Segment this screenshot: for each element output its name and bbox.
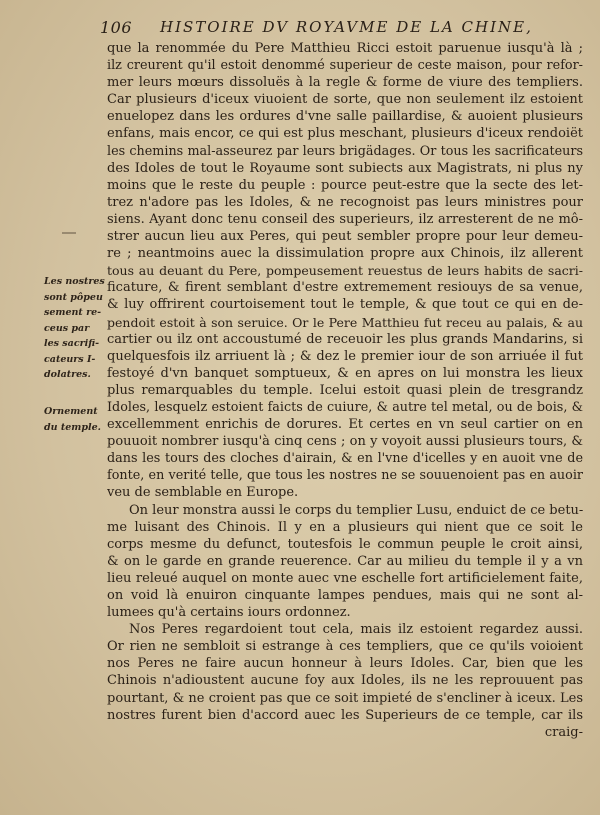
- margin-note-line: ceus par: [44, 322, 90, 334]
- text-line: & luy offrirent courtoisement tout le temple, & que tout ce qui en de-: [107, 297, 583, 313]
- text-line: & on le garde en grande reuerence. Car au milieu du temple il y a vn: [107, 553, 583, 569]
- text-line: pouuoit nombrer iusqu'à cinq cens ; on y voyoit aussi plusieurs tours, &: [107, 434, 583, 450]
- text-line: des Idoles de tout le Royaume sont subiects aux Magistrats, ni plus ny: [107, 160, 583, 176]
- margin-note-line: sont pôpeu: [44, 291, 103, 303]
- margin-note-line: du temple.: [44, 421, 101, 433]
- margin-note-line: les sacrifi-: [44, 338, 100, 349]
- text-line: Chinois n'adioustent aucune foy aux Idoles, ils ne les reprouuent pas: [107, 673, 583, 689]
- text-line: pourtant, & ne croient pas que ce soit impieté de s'encliner à iceux. Les: [107, 690, 583, 706]
- text-line: me luisant des Chinois. Il y en a plusieurs qui nient que ce soit le: [107, 519, 583, 535]
- page-header: [0, 18, 600, 40]
- text-line: les chemins mal-asseurez par leurs brigädages. Or tous les sacrificateurs: [107, 143, 583, 159]
- text-line: plus remarquables du temple. Icelui estoit quasi plein de tresgrandz: [107, 382, 583, 398]
- text-line: dans les tours des cloches d'airain, & en l'vne d'icelles y en auoit vne de: [107, 451, 583, 467]
- text-line: enfans, mais encor, ce qui est plus meschant, plusieurs d'iceux rendoiët: [107, 126, 583, 142]
- text-line: quelquesfois ilz arriuent là ; & dez le premier iour de son arriuée il fut: [107, 348, 583, 364]
- margin-note-line: Ornement: [44, 406, 98, 417]
- text-line: trez n'adore pas les Idoles, & ne recognoist pas leurs ministres pour: [107, 194, 583, 210]
- text-line: ilz creurent qu'il estoit denommé superieur de ceste maison, pour refor-: [107, 58, 583, 74]
- text-line: que la renommée du Pere Matthieu Ricci estoit paruenue iusqu'à là ;: [107, 41, 583, 56]
- text-line: nos Peres ne faire aucun honneur à leurs Idoles. Car, bien que les: [107, 656, 583, 672]
- text-line: excellemment enrichis de dorures. Et certes en vn seul cartier on en: [107, 417, 583, 433]
- text-line: re ; neantmoins auec la dissimulation propre aux Chinois, ilz allerent: [107, 246, 583, 262]
- body-text: [107, 40, 583, 741]
- text-line: Or rien ne sembloit si estrange à ces templiers, que ce qu'ils voioient: [107, 639, 583, 655]
- margin-note-line: sement re-: [44, 307, 102, 318]
- text-line: on void là enuiron cinquante lampes pendues, mais qui ne sont al-: [107, 588, 583, 603]
- text-line: Car plusieurs d'iceux viuoient de sorte, que non seulement ilz estoient: [107, 92, 583, 108]
- ink-mark: [62, 232, 76, 234]
- text-line: lumees qu'à certains iours ordonnez.: [107, 605, 351, 621]
- text-line: tous au deuant du Pere, pompeusement reuestus de leurs habits de sacri-: [107, 263, 583, 279]
- text-line: siens. Ayant donc tenu conseil des superieurs, ilz arresterent de ne mô-: [107, 211, 583, 227]
- text-line: mer leurs mœurs dissoluës à la regle & forme de viure des templiers.: [107, 75, 583, 91]
- text-line: corps mesme du defunct, toutesfois le commun peuple le croit ainsi,: [107, 536, 583, 552]
- text-line: moins que le reste du peuple : pource peut-estre que la secte des let-: [107, 177, 583, 193]
- margin-note-line: dolatres.: [44, 369, 91, 380]
- margin-note-line: cateurs I-: [44, 353, 96, 365]
- text-line: strer aucun lieu aux Peres, qui peut sembler propre pour leur demeu-: [107, 229, 583, 245]
- text-line: veu de semblable en Europe.: [107, 485, 299, 501]
- text-line: fonte, en verité telle, que tous les nostres ne se souuenoient pas en auoir: [107, 468, 583, 484]
- text-line: lieu releué auquel on monte auec vne eschelle fort artificielement faite,: [107, 570, 583, 586]
- margin-note-line: Les nostres: [44, 276, 105, 287]
- running-head: HISTOIRE DV ROYAVME DE LA CHINE,: [160, 18, 533, 36]
- text-line: cartier ou ilz ont accoustumé de receuoir les plus grands Mandarins, si: [107, 331, 583, 347]
- text-line: nostres furent bien d'accord auec les Superieurs de ce temple, car ils: [107, 707, 583, 723]
- text-line: Idoles, lesquelz estoient faicts de cuiure, & autre tel metal, ou de bois, &: [107, 399, 583, 415]
- text-line: On leur monstra aussi le corps du templier Lusu, enduict de ce betu-: [129, 502, 583, 518]
- text-line: Nos Peres regardoient tout cela, mais ilz estoient regardez aussi.: [129, 622, 583, 638]
- text-line: ficature, & firent semblant d'estre extremement resiouys de sa venue,: [107, 280, 583, 296]
- text-line: enuelopez dans les ordures d'vne salle paillardise, & auoient plusieurs: [107, 109, 583, 125]
- text-line: festoyé d'vn banquet somptueux, & en apres on lui monstra les lieux: [107, 365, 583, 381]
- margin-note-temple: [44, 404, 101, 435]
- catchword: craig-: [544, 724, 583, 740]
- page-number: 106: [100, 18, 133, 37]
- margin-note-reception: [44, 274, 105, 383]
- text-line: pendoit estoit à son seruice. Or le Pere Matthieu fut receu au palais, & au: [107, 314, 583, 330]
